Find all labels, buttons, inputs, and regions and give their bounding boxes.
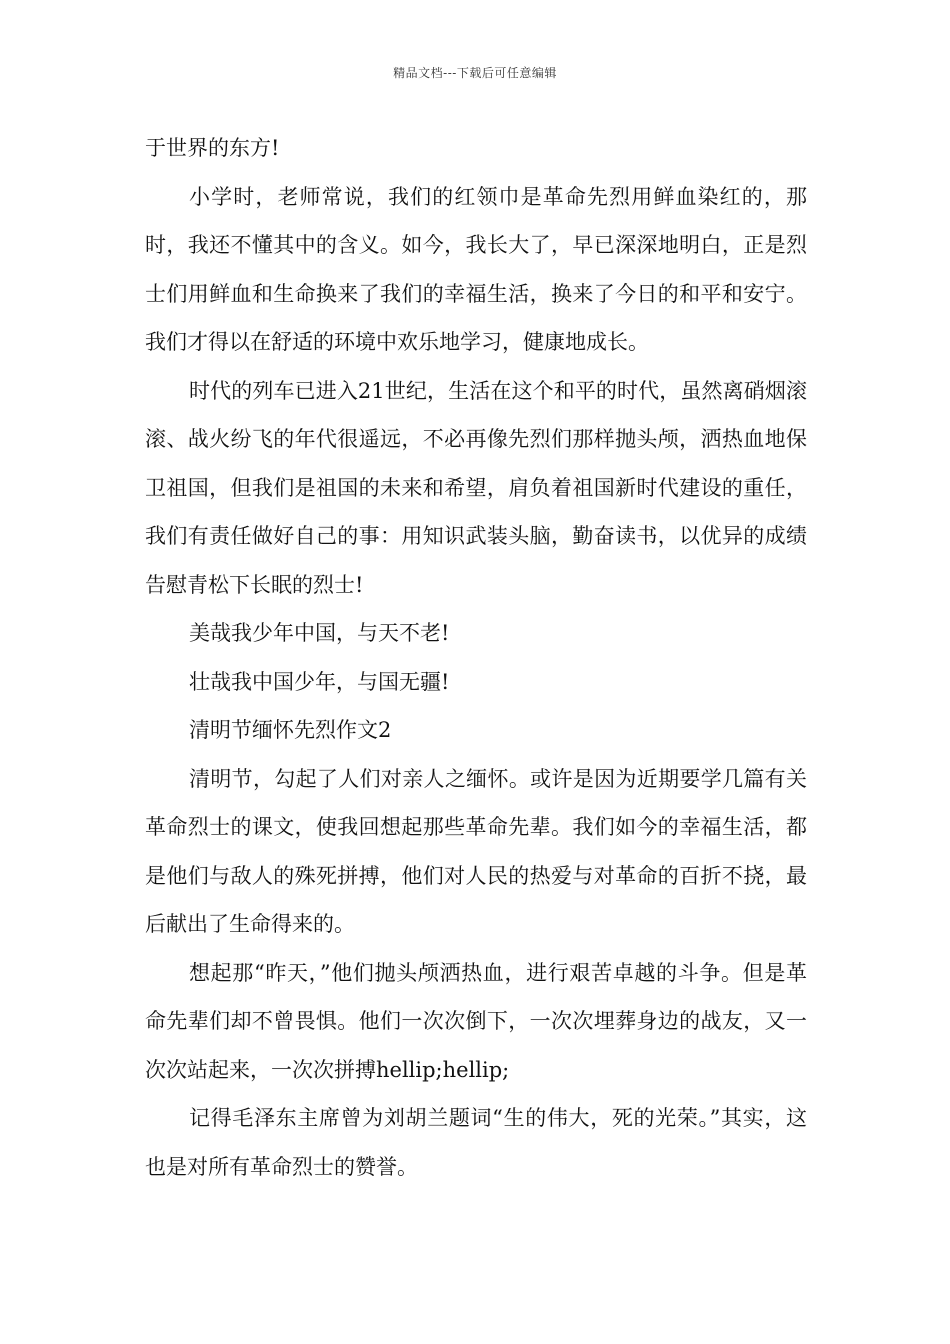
paragraph: 壮哉我中国少年，与国无疆! — [189, 669, 450, 694]
paragraph: 记得毛泽东主席曾为刘胡兰题词“生的伟大，死的光荣。”其实，这也是对所有革命烈士的赞誉。 — [145, 1106, 807, 1179]
paragraph: 时代的列车已进入21世纪，生活在这个和平的时代，虽然离硝烟滚滚、战火纷飞的年代很遥远，不必再像先烈们那样抛头颅，洒热血地保卫祖国，但我们是祖国的未来和希望，肩负着祖国新时代建设的重任，我们有责任做好自己的事：用知识武装头脑，勤奋读书，以优异的成绩告慰青松下长眠的烈士! — [145, 378, 807, 597]
document-body — [145, 124, 807, 1191]
paragraph: 想起那“昨天，”他们抛头颅洒热血，进行艰苦卓越的斗争。但是革命先辈们却不曾畏惧。他们一次次倒下，一次次埋葬身边的战友，又一次次站起来，一次次拼搏hellip;hellip; — [145, 960, 807, 1082]
paragraph: 小学时，老师常说，我们的红领巾是革命先烈用鲜血染红的，那时，我还不懂其中的含义。如今，我长大了，早已深深地明白，正是烈士们用鲜血和生命换来了我们的幸福生活，换来了今日的和平和安宁。我们才得以在舒适的环境中欢乐地学习，健康地成长。 — [145, 184, 807, 354]
paragraph: 美哉我少年中国，与天不老! — [189, 621, 450, 645]
paragraph: 于世界的东方! — [145, 136, 280, 160]
section-heading: 清明节缅怀先烈作文2 — [189, 718, 392, 742]
paragraph: 清明节，勾起了人们对亲人之缅怀。或许是因为近期要学几篇有关革命烈士的课文，使我回想起那些革命先辈。我们如今的幸福生活，都是他们与敌人的殊死拼搏，他们对人民的热爱与对革命的百折不挠，最后献出了生命得来的。 — [145, 766, 807, 936]
page-header: 精品文档---下载后可任意编辑 — [393, 66, 557, 80]
